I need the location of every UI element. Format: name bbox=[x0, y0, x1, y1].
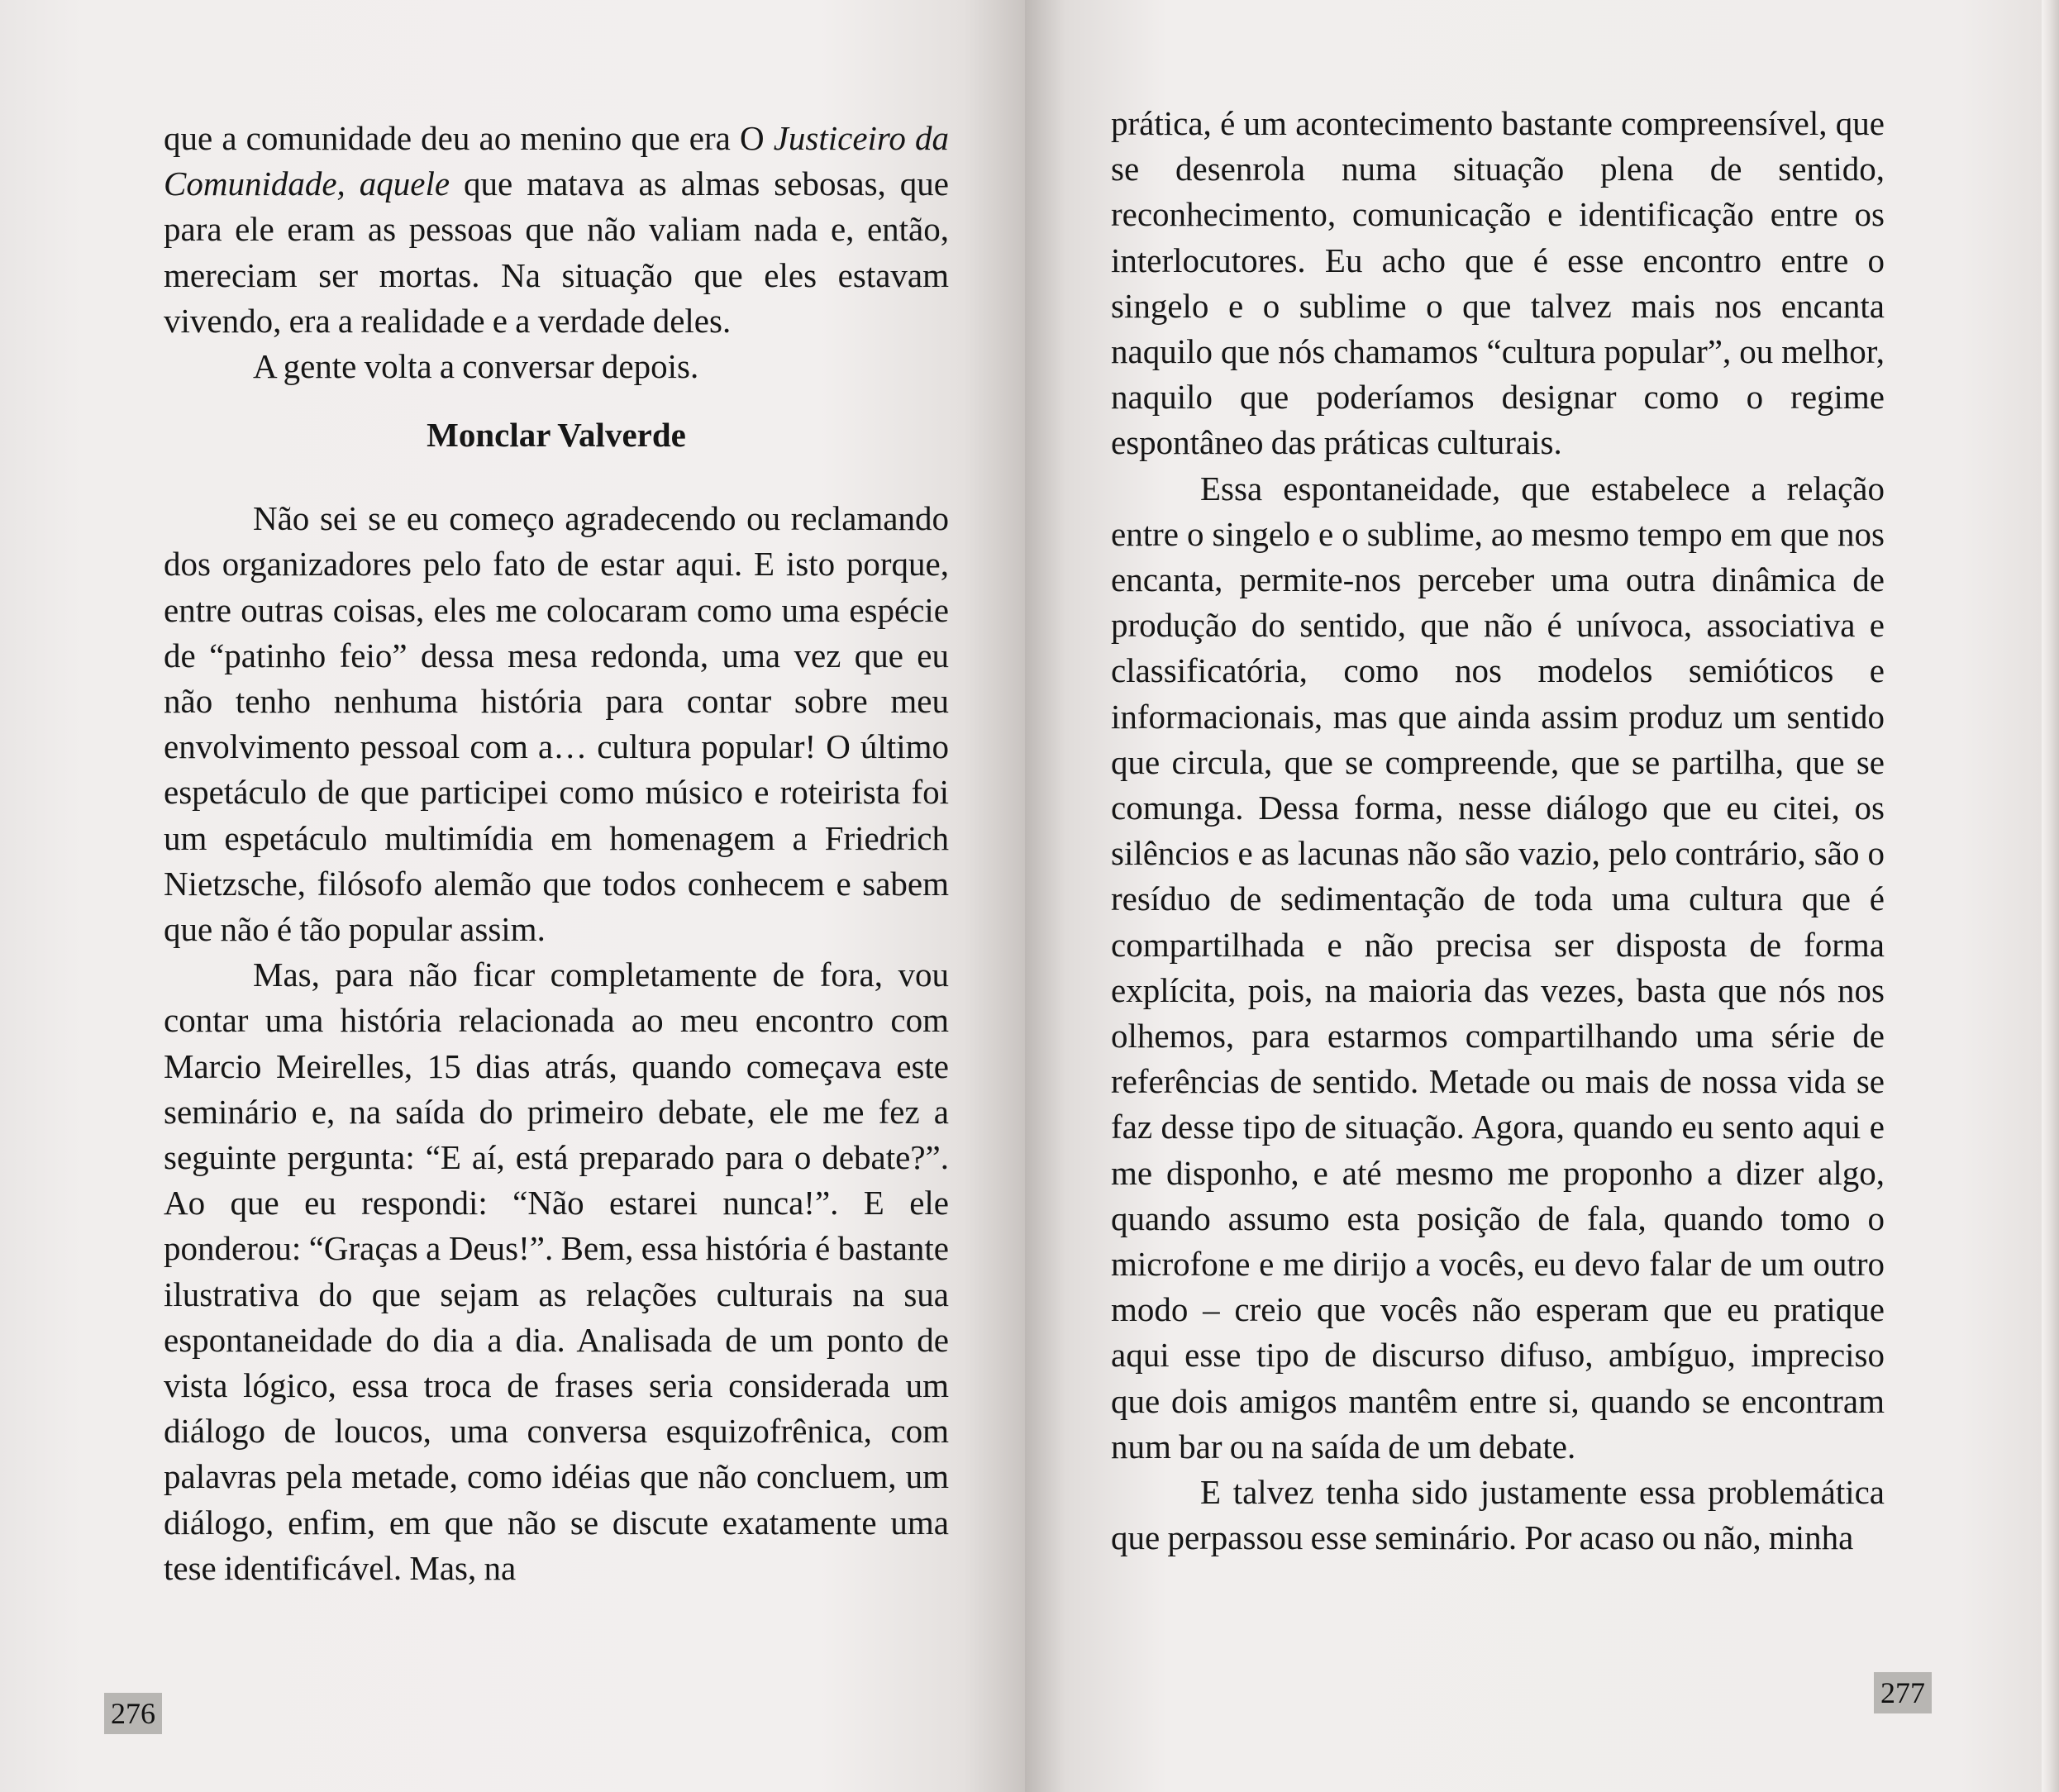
paragraph: Mas, para não ficar completamente de fora, vou contar uma história relacionada ao meu encontro com Marcio Meirelles, 15 dias atrás, quando começava este seminário e, na saída do primeiro debate, ele me fez a seguinte pergunta: “E aí, está preparado para o debate?”. Ao que eu respondi: “Não estarei nunca!”. E ele ponderou: “Graças a Deus!”. Bem, essa história é bastante ilustrativa do que sejam as relações culturais na sua espontaneidade do dia a dia. Analisada de um ponto de vista lógico, essa troca de frases seria considerada um diálogo de loucos, uma conversa esquizofrênica, com palavras pela metade, como idéias que não concluem, um diálogo, enfim, em que não se discute exatamente uma tese identificável. Mas, na bbox=[164, 956, 949, 1587]
text-segment: que matava as almas sebosas, que para ele eram as pessoas que não valiam nada e, então, mereciam ser mortas. Na situação que eles estavam vivendo, era a realidade e a verdade deles. bbox=[164, 164, 949, 340]
right-page-text bbox=[1111, 101, 1885, 1561]
page-number-right: 277 bbox=[1874, 1672, 1932, 1713]
italic-title: Justiceiro da Comunidade, aquele bbox=[164, 119, 949, 203]
author-heading: Monclar Valverde bbox=[427, 416, 686, 455]
paragraph: Não sei se eu começo agradecendo ou reclamando dos organizadores pelo fato de estar aqui. E isto porque, entre outras coisas, eles me colocaram como uma espécie de “patinho feio” dessa mesa redonda, uma vez que eu não tenho nenhuma história para contar sobre meu envolvimento pessoal com a… cultura popular! O último espetáculo de que participei como músico e roteirista foi um espetáculo multimídia em homenagem a Friedrich Nietzsche, filósofo alemão que todos conhecem e sabem que não é tão popular assim. bbox=[164, 499, 949, 949]
left-page bbox=[0, 0, 1025, 1792]
paragraph: Essa espontaneidade, que estabelece a relação entre o singelo e o sublime, ao mesmo tempo em que nos encanta, permite-nos perceber uma outra dinâmica de produção do sentido, que não é unívoca, associativa e classificatória, como nos modelos semióticos e informacionais, mas que ainda assim produz um sentido que circula, que se compreende, que se partilha, que se comunga. Dessa forma, nesse diálogo que eu citei, os silêncios e as lacunas não são vazio, pelo contrário, são o resíduo de sedimentação de toda uma cultura que é compartilhada e não precisa ser disposta de forma explícita, pois, na maioria das vezes, basta que nós nos olhemos, para estarmos compartilhando uma série de referências de sentido. Metade ou mais de nossa vida se faz desse tipo de situação. Agora, quando eu sento aqui e me disponho, e até mesmo me proponho a dizer algo, quando assumo esta posição de fala, quando tomo o microfone e me dirijo a vocês, eu devo falar de um outro modo – creio que vocês não esperam que eu pratique aqui esse tipo de discurso difuso, ambíguo, impreciso que dois amigos mantêm entre si, quando se encontram num bar ou na saída de um debate. bbox=[1111, 469, 1885, 1466]
paragraph-closing-line: A gente volta a conversar depois. bbox=[253, 347, 699, 386]
right-page bbox=[1025, 0, 2042, 1792]
page-number-left: 276 bbox=[104, 1693, 162, 1734]
paragraph: E talvez tenha sido justamente essa problemática que perpassou esse seminário. Por acaso ou não, minha bbox=[1111, 1473, 1885, 1557]
paragraph-continuation bbox=[164, 116, 949, 344]
book-page-edges bbox=[2042, 0, 2059, 1792]
left-page-text bbox=[164, 116, 949, 1591]
text-segment: que a comunidade deu ao menino que era O bbox=[164, 119, 774, 157]
paragraph-continuation: prática, é um acontecimento bastante compreensível, que se desenrola numa situação plena de sentido, reconhecimento, comunicação e identificação entre os interlocutores. Eu acho que é esse encontro entre o singelo e o sublime o que talvez mais nos encanta naquilo que nós chamamos “cultura popular”, ou melhor, naquilo que poderíamos designar como o regime espontâneo das práticas culturais. bbox=[1111, 104, 1885, 462]
